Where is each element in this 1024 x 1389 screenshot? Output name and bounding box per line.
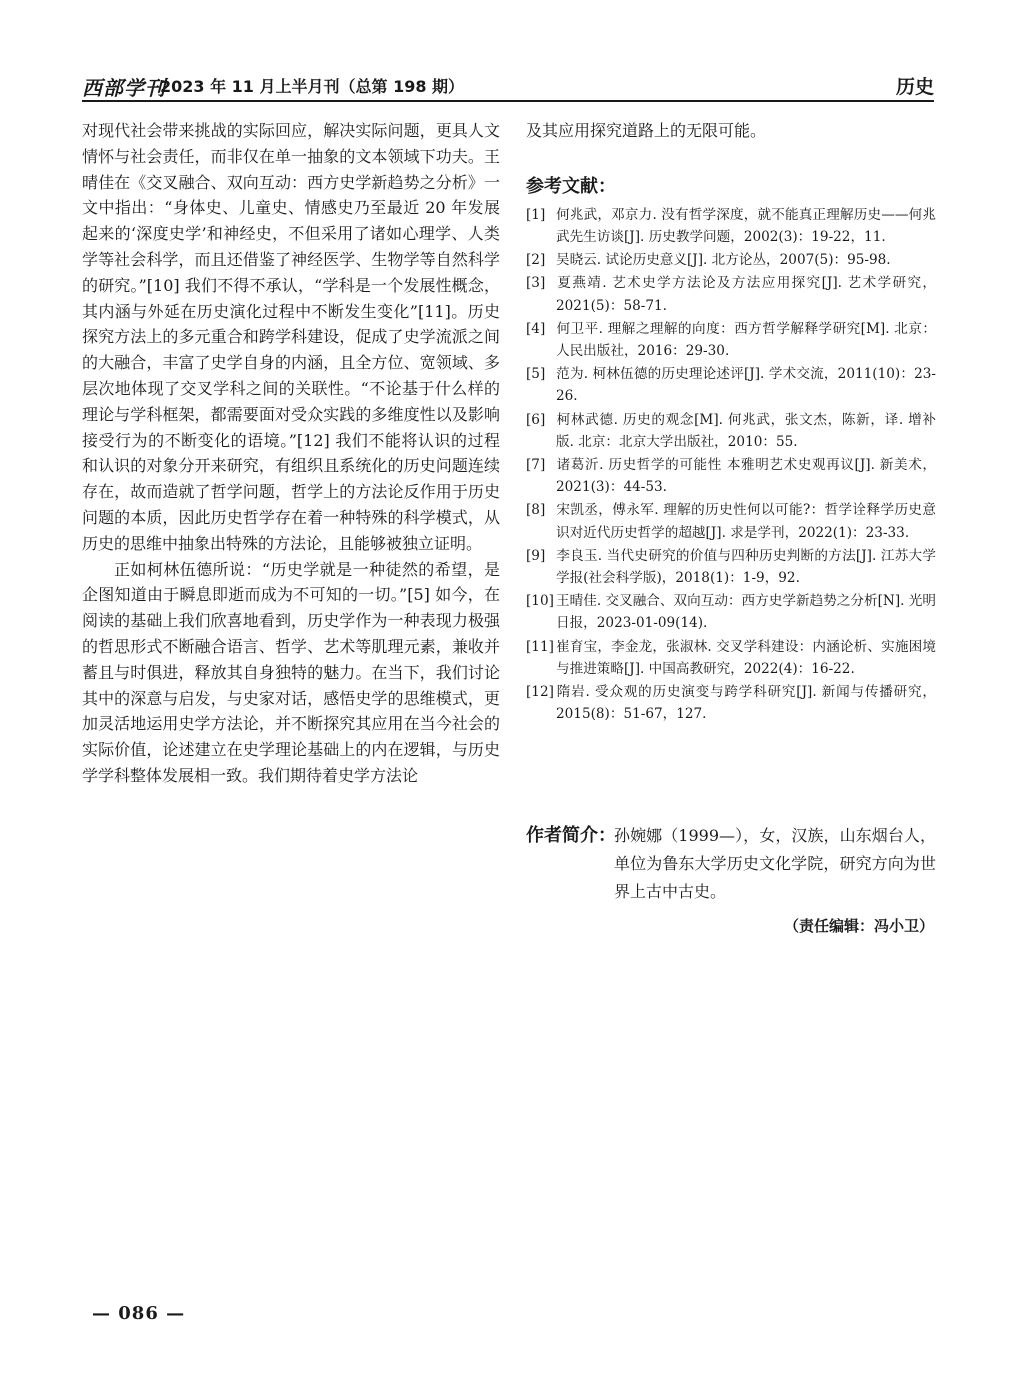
author-bio-label: 作者简介： <box>526 825 616 846</box>
page-number: — 086 — <box>92 1303 186 1324</box>
reference-text: 何卫平. 理解之理解的向度：西方哲学解释学研究[M]. 北京：人民出版社，2016：29-30. <box>556 320 936 360</box>
author-bio-text: 孙婉娜（1999—），女，汉族，山东烟台人，单位为鲁东大学历史文化学院，研究方向为世界上古中古史。 <box>614 826 936 901</box>
reference-item <box>526 545 936 589</box>
reference-text: 夏燕靖. 艺术史学方法论及方法应用探究[J]. 艺术学研究，2021(5)：58-71. <box>556 275 936 314</box>
reference-text: 崔育宝，李金龙，张淑林. 交叉学科建设：内涵论析、实施困境与推进策略[J]. 中国高教研究，2022(4)：16-22. <box>556 638 936 677</box>
reference-text: 宋凯丞，傅永军. 理解的历史性何以可能?：哲学诠释学历史意识对近代历史哲学的超越[J]. 求是学刊，2022(1)：23-33. <box>556 502 936 541</box>
reference-item <box>526 204 936 248</box>
reference-number: [12] <box>526 684 554 701</box>
page-header <box>82 70 934 102</box>
reference-text: 诸葛沂. 历史哲学的可能性 本雅明艺术史观再议[J]. 新美术，2021(3)：44-53. <box>556 457 936 496</box>
reference-number: [3] <box>526 275 546 292</box>
reference-text: 吴晓云. 试论历史意义[J]. 北方论丛，2007(5)：95-98. <box>556 252 891 269</box>
reference-number: [4] <box>526 320 546 337</box>
reference-item <box>526 590 936 634</box>
editor-credit: （责任编辑：冯小卫） <box>783 917 934 935</box>
reference-item <box>526 636 936 680</box>
references-title: 参考文献： <box>526 175 616 197</box>
reference-item <box>526 272 936 316</box>
body-paragraph-continuation: 及其应用探究道路上的无限可能。 <box>526 121 767 140</box>
reference-number: [11] <box>526 638 554 655</box>
body-paragraph: 对现代社会带来挑战的实际回应，解决实际问题，更具人文情怀与社会责任，而非仅在单一抽象的文本领域下功夫。王晴佳在《交叉融合、双向互动：西方史学新趋势之分析》一文中指出：“身体史、儿童史、情感史乃至最近 20 年发展起来的‘深度史学’和神经史，不但采用了诸如心理学、人类学等社会科学，而且还借鉴了神经医学、生物学等自然科学的研究。”[10] 我们不得不承认，“学科是一个发展性概念，其内涵与外延在历史演化过程中不断发生变化”[11]。历史探究方法上的多元重合和跨学科建设，促成了史学流派之间的大融合，丰富了史学自身的内涵，且全方位、宽领域、多层次地体现了交叉学科之间的关联性。“不论基于什么样的理论与学科框架，都需要面对受众实践的多维度性以及影响接受行为的不断变化的语境。”[12] 我们不能将认识的过程和认识的对象分开来研究，有组织且系统化的历史问题连续存在，故而造就了哲学问题，哲学上的方法论反作用于历史问题的本质，因此历史哲学存在着一种特殊的科学模式，从历史的思维中抽象出特殊的方法论，且能够被独立证明。 <box>82 121 500 553</box>
reference-text: 柯林武德. 历史的观念[M]. 何兆武，张文杰，陈新，译. 增补版. 北京：北京大学出版社，2010：55. <box>556 411 936 450</box>
reference-text: 隋岩. 受众观的历史演变与跨学科研究[J]. 新闻与传播研究，2015(8)：51-67，127. <box>556 684 936 723</box>
reference-item <box>526 681 936 725</box>
issue-info: 2023 年 11 月上半月刊（总第 198 期） <box>160 77 465 96</box>
reference-number: [2] <box>526 252 546 269</box>
author-bio <box>526 822 936 906</box>
reference-number: [1] <box>526 206 546 223</box>
reference-text: 何兆武，邓京力. 没有哲学深度，就不能真正理解历史——何兆武先生访谈[J]. 历史教学问题，2002(3)：19-22，11. <box>556 206 936 245</box>
left-column <box>82 118 500 789</box>
reference-text: 王晴佳. 交叉融合、双向互动：西方史学新趋势之分析[N]. 光明日报，2023-01-09(14). <box>556 593 936 632</box>
reference-text: 李良玉. 当代史研究的价值与四种历史判断的方法[J]. 江苏大学学报(社会科学版)，2018(1)：1-9，92. <box>556 547 936 587</box>
body-paragraph: 正如柯林伍德所说：“历史学就是一种徒然的希望，是企图知道由于瞬息即逝而成为不可知的一切。”[5] 如今，在阅读的基础上我们欣喜地看到，历史学作为一种表现力极强的哲思形式不断融合语言、哲学、艺术等肌理元素，兼收并蓄且与时俱进，释放其自身独特的魅力。在当下，我们讨论其中的深意与启发，与史家对话，感悟史学的思维模式，更加灵活地运用史学方法论，并不断探究其应用在当今社会的实际价值，论述建立在史学理论基础上的内在逻辑，与历史学学科整体发展相一致。我们期待着史学方法论 <box>82 559 500 785</box>
section-label: 历史 <box>895 76 934 98</box>
reference-number: [8] <box>526 502 546 519</box>
reference-number: [7] <box>526 457 546 474</box>
reference-item <box>526 363 936 407</box>
reference-item <box>526 454 936 498</box>
reference-number: [10] <box>526 593 554 610</box>
reference-number: [6] <box>526 411 546 428</box>
reference-text: 范为. 柯林伍德的历史理论述评[J]. 学术交流，2011(10)：23-26. <box>556 366 936 405</box>
reference-number: [9] <box>526 547 546 564</box>
reference-item <box>526 499 936 543</box>
journal-logo: 西部学刊 <box>82 76 166 100</box>
reference-list <box>526 204 936 726</box>
reference-number: [5] <box>526 366 546 383</box>
reference-item <box>526 249 936 271</box>
reference-item <box>526 318 936 362</box>
reference-item <box>526 409 936 453</box>
right-column <box>526 118 936 726</box>
